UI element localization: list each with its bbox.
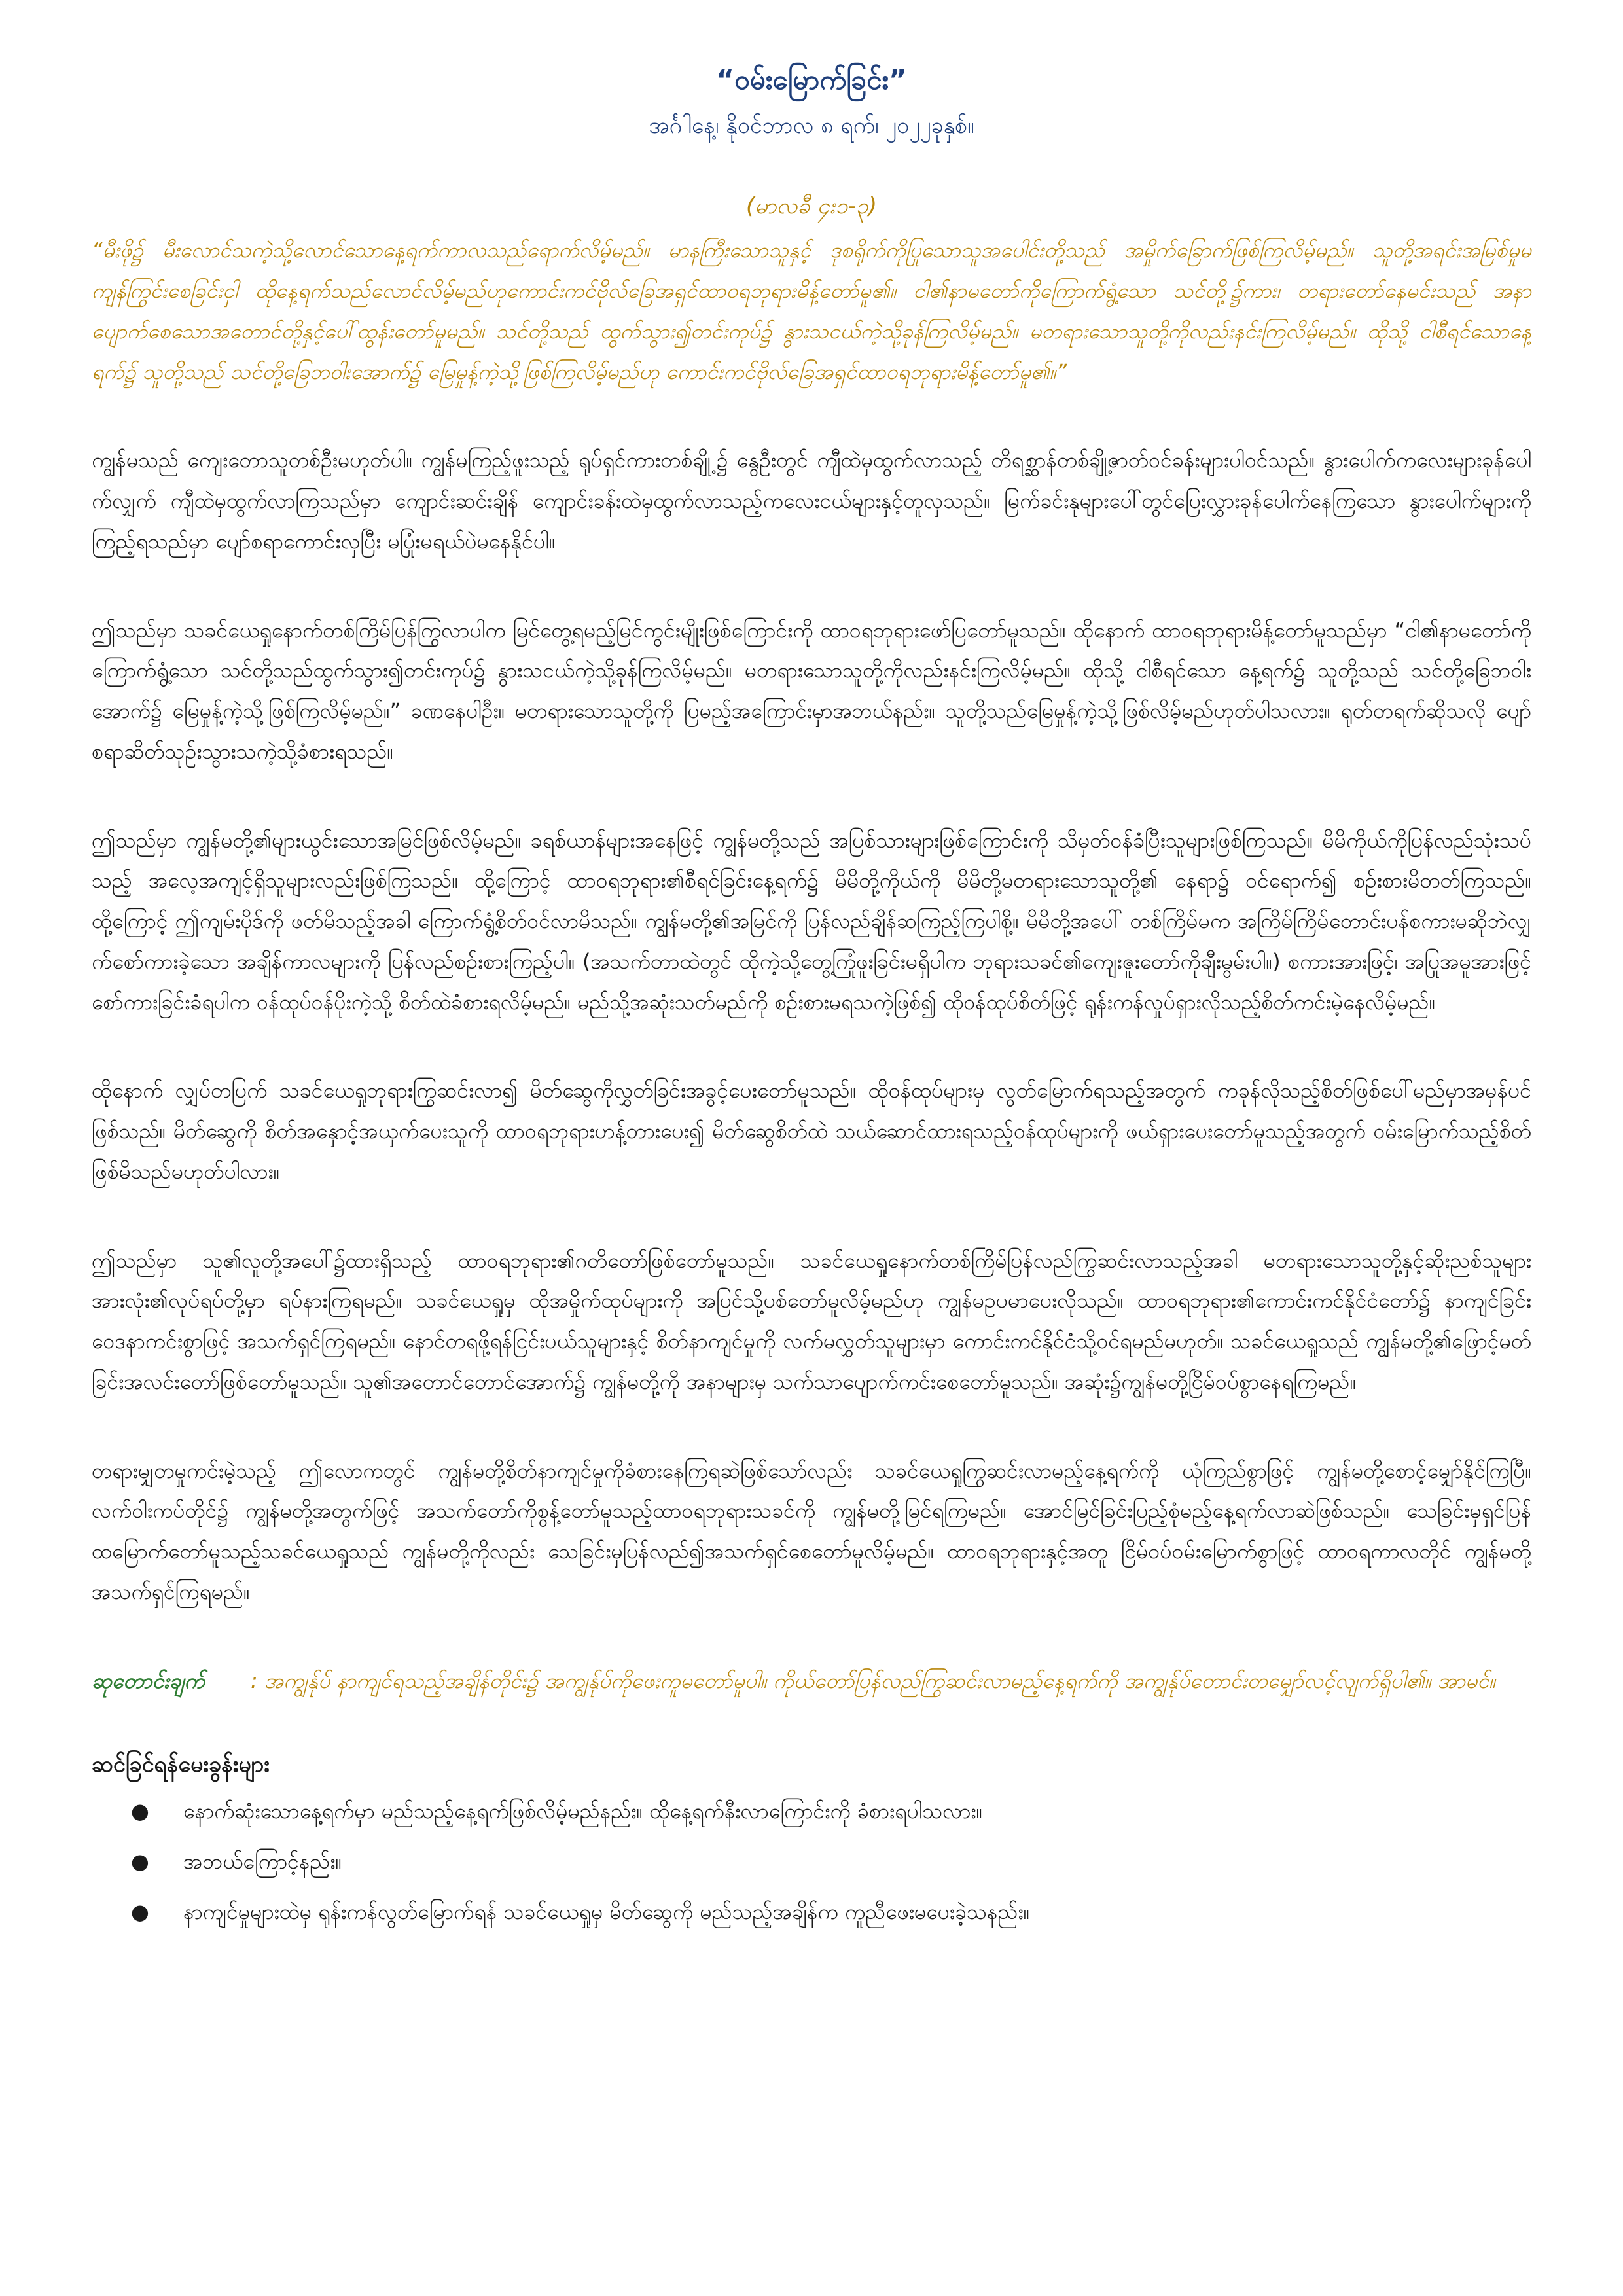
scripture-reference: (မာလခီ ၄း၁-၃) [745, 193, 877, 219]
page-title: “ဝမ်းမြောက်ခြင်း” [716, 63, 907, 96]
body-paragraph-4: ထိုနောက် လျှပ်တပြက် သခင်ယေရှုဘုရားကြွဆင်းလာ၍ မိတ်ဆွေကိုလွှတ်ခြင်းအခွင့်ပေးတော်မူသည်။ ထိုဝန်ထုပ်များမှ လွတ်မြောက်ရသည့်အတွက် ကခုန်လိုသည့်စိတ်ဖြစ်ပေါ်မည်မှာအမှန်ပင်ဖြစ်သည်။ မိတ်ဆွေကို စိတ်အနှောင့်အယှက်ပေးသူကို ထာဝရဘုရားဟန့်တားပေး၍ မိတ်ဆွေစိတ်ထဲ သယ်ဆောင်ထားရသည့်ဝန်ထုပ်များကို ဖယ်ရှားပေးတော်မူသည့်အတွက် ဝမ်းမြောက်သည့်စိတ်ဖြစ်မိသည်မဟုတ်ပါလား။ [92, 1078, 1531, 1184]
question-text: နာကျင်မှုများထဲမှ ရုန်းကန်လွတ်မြောက်ရန် သခင်ယေရှုမှ မိတ်ဆွေကို မည်သည့်အချိန်က ကူညီဖေးမပေးခဲ့သနည်း။ [183, 1899, 1030, 1925]
bullet-icon: ● [131, 1848, 149, 1874]
body-paragraph-2: ဤသည်မှာ သခင်ယေရှုနောက်တစ်ကြိမ်ပြန်ကြွလာပါက မြင်တွေ့ရမည့်မြင်ကွင်းမျိုးဖြစ်ကြောင်းကို ထာဝရဘုရားဖော်ပြတော်မူသည်။ ထိုနောက် ထာဝရဘုရားမိန့်တော်မူသည်မှာ “ငါ၏နာမတော်ကိုကြောက်ရွံ့သော သင်တို့သည်ထွက်သွား၍တင်းကုပ်၌ နွားသငယ်ကဲ့သို့ခုန်ကြလိမ့်မည်။ မတရားသောသူတို့ကိုလည်းနင်းကြလိမ့်မည်။ ထိုသို့ ငါစီရင်သော နေ့ရက်၌ သူတို့သည် သင်တို့ခြေဘဝါးအောက်၌ မြေမှုန့်ကဲ့သို့ဖြစ်ကြလိမ့်မည်။” ခဏနေပါဦး။ မတရားသောသူတို့ကို ပြမည့်အကြောင်းမှာအဘယ်နည်း။ သူတို့သည်မြေမှုန့်ကဲ့သို့ဖြစ်လိမ့်မည်ဟုတ်ပါသလား။ ရုတ်တရက်ဆိုသလို ပျော်စရာဆိတ်သုဉ်းသွားသကဲ့သို့ခံစားရသည်။ [92, 617, 1531, 764]
bullet-icon: ● [131, 1798, 149, 1823]
questions-list [92, 1795, 1531, 1929]
devotional-page [92, 59, 1531, 1946]
question-item [131, 1795, 1531, 1828]
prayer-label: ဆုတောင်းချက် [92, 1668, 205, 1693]
question-text: နောက်ဆုံးသောနေ့ရက်မှာ မည်သည့်နေ့ရက်ဖြစ်လိမ့်မည်နည်း။ ထိုနေ့ရက်နီးလာကြောင်းကို ခံစားရပါသလား။ [183, 1798, 983, 1823]
questions-heading: ဆင်ခြင်ရန်မေးခွန်းများ [92, 1751, 270, 1778]
prayer-text: : အကျွန်ုပ် နာကျင်ရသည့်အချိန်တိုင်း၌ အကျွန်ုပ်ကိုဖေးကူမတော်မူပါ။ ကိုယ်တော်ပြန်လည်ကြွဆင်းလာမည့်နေ့ရက်ကို အကျွန်ုပ်တောင်းတမျှော်လင့်လျက်ရှိပါ၏။ အာမင်။ [250, 1668, 1495, 1693]
body-paragraph-1: ကျွန်မသည် ကျေးတောသူတစ်ဦးမဟုတ်ပါ။ ကျွန်မကြည့်ဖူးသည့် ရုပ်ရှင်ကားတစ်ချို့၌ နွေဦးတွင် ကျီထဲမှထွက်လာသည့် တိရစ္ဆာန်တစ်ချို့ဇာတ်ဝင်ခန်းများပါဝင်သည်။ နွားပေါက်ကလေးများခုန်ပေါက်လျှက် ကျီထဲမှထွက်လာကြသည်မှာ ကျောင်းဆင်းချိန် ကျောင်းခန်းထဲမှထွက်လာသည့်ကလေးငယ်များနှင့်တူလှသည်။ မြက်ခင်းနုများပေါ်တွင်ပြေးလွှားခုန်ပေါက်နေကြသော နွားပေါက်များကို ကြည့်ရသည်မှာ ပျော်စရာကောင်းလှပြီး မပြုံးမရယ်ပဲမနေနိုင်ပါ။ [92, 448, 1531, 554]
bullet-icon: ● [131, 1899, 149, 1925]
date-line: အင်္ဂါနေ့၊ နိုဝင်ဘာလ ၈ ရက်၊ ၂၀၂၂ခုနှစ်။ [649, 113, 974, 139]
prayer-block [92, 1661, 1531, 1702]
scripture-quote: “မီးဖို၌ မီးလောင်သကဲ့သို့လောင်သောနေ့ရက်ကာလသည်ရောက်လိမ့်မည်။ မာနကြီးသောသူနှင့် ဒုစရိုက်ကိုပြုသောသူအပေါင်းတို့သည် အမှိုက်ခြောက်ဖြစ်ကြလိမ့်မည်။ သူတို့အရင်းအမြစ်မှုမကျန်ကြွင်းစေခြင်းငှါ ထိုနေ့ရက်သည်လောင်လိမ့်မည်ဟုကောင်းကင်ဗိုလ်ခြေအရှင်ထာဝရဘုရားမိန့်တော်မူ၏။ ငါ၏နာမတော်ကိုကြောက်ရွံ့သော သင်တို့၌ကား၊ တရားတော်နေမင်းသည် အနာပျောက်စေသောအတောင်တို့နှင့်ပေါ်ထွန်းတော်မူမည်။ သင်တို့သည် ထွက်သွား၍တင်းကုပ်၌ နွားသငယ်ကဲ့သို့ခုန်ကြလိမ့်မည်။ မတရားသောသူတို့ကိုလည်းနင်းကြလိမ့်မည်။ ထိုသို့ ငါစီရင်သောနေ့ရက်၌ သူတို့သည် သင်တို့ခြေဘဝါးအောက်၌ မြေမှုန့်ကဲ့သို့ဖြစ်ကြလိမ့်မည်ဟု ကောင်းကင်ဗိုလ်ခြေအရှင်ထာဝရဘုရားမိန့်တော်မူ၏။” [92, 238, 1531, 384]
body-paragraph-3: ဤသည်မှာ ကျွန်မတို့၏များယွင်းသောအမြင်ဖြစ်လိမ့်မည်။ ခရစ်ယာန်များအနေဖြင့် ကျွန်မတို့သည် အပြစ်သားများဖြစ်ကြောင်းကို သိမှတ်ဝန်ခံပြီးသူများဖြစ်ကြသည်။ မိမိကိုယ်ကိုပြန်လည်သုံးသပ်သည့် အလေ့အကျင့်ရှိသူများလည်းဖြစ်ကြသည်။ ထို့ကြောင့် ထာဝရဘုရား၏စီရင်ခြင်းနေ့ရက်၌ မိမိတို့ကိုယ်ကို မိမိတို့မတရားသောသူတို့၏ နေရာ၌ ဝင်ရောက်၍ စဉ်းစားမိတတ်ကြသည်။ ထို့ကြောင့် ဤကျမ်းပိုဒ်ကို ဖတ်မိသည့်အခါ ကြောက်ရွံ့စိတ်ဝင်လာမိသည်။ ကျွန်မတို့၏အမြင်ကို ပြန်လည်ချိန်ဆကြည့်ကြပါစို့။ မိမိတို့အပေါ် တစ်ကြိမ်မက အကြိမ်ကြိမ်တောင်းပန်စကားမဆိုဘဲလျှက်စော်ကားခဲ့သော အချိန်ကာလများကို ပြန်လည်စဉ်းစားကြည့်ပါ။ (အသက်တာထဲတွင် ထိုကဲ့သို့တွေ့ကြုံဖူးခြင်းမရှိပါက ဘုရားသခင်၏ကျေးဇူးတော်ကိုချီးမွမ်းပါ။) စကားအားဖြင့်၊ အပြုအမူအားဖြင့် စော်ကားခြင်းခံရပါက ဝန်ထုပ်ဝန်ပိုးကဲ့သို့ စိတ်ထဲခံစားရလိမ့်မည်။ မည်သို့အဆုံးသတ်မည်ကို စဉ်းစားမရသကဲ့ဖြစ်၍ ထိုဝန်ထုပ်စိတ်ဖြင့် ရုန်းကန်လှုပ်ရှားလိုသည့်စိတ်ကင်းမဲ့နေလိမ့်မည်။ [92, 827, 1531, 1014]
body-paragraph-6: တရားမျှတမှုကင်းမဲ့သည့် ဤလောကတွင် ကျွန်မတို့စိတ်နာကျင်မှုကိုခံစားနေကြရဆဲဖြစ်သော်လည်း သခင်ယေရှုကြွဆင်းလာမည့်နေ့ရက်ကို ယုံကြည်စွာဖြင့် ကျွန်မတို့စောင့်မျှော်နိုင်ကြပြီ။ လက်ဝါးကပ်တိုင်၌ ကျွန်မတို့အတွက်ဖြင့် အသက်တော်ကိုစွန့်တော်မူသည့်ထာဝရဘုရားသခင်ကို ကျွန်မတို့မြင်ရကြမည်။ အောင်မြင်ခြင်းပြည့်စုံမည့်နေ့ရက်လာဆဲဖြစ်သည်။ သေခြင်းမှရှင်ပြန်ထမြောက်တော်မူသည့်သခင်ယေရှုသည် ကျွန်မတို့ကိုလည်း သေခြင်းမှပြန်လည်၍အသက်ရှင်စေတော်မူလိမ့်မည်။ ထာဝရဘုရားနှင့်အတူ ငြိမ်ဝပ်ဝမ်းမြောက်စွာဖြင့် ထာဝရကာလတိုင် ကျွန်မတို့အသက်ရှင်ကြရမည်။ [92, 1458, 1531, 1604]
question-item [131, 1845, 1531, 1878]
question-text: အဘယ်ကြောင့်နည်း။ [183, 1848, 342, 1874]
question-item [131, 1895, 1531, 1929]
body-paragraph-5: ဤသည်မှာ သူ၏လူတို့အပေါ်၌ထားရှိသည့် ထာဝရဘုရား၏ဂတိတော်ဖြစ်တော်မူသည်။ သခင်ယေရှုနောက်တစ်ကြိမ်ပြန်လည်ကြွဆင်းလာသည့်အခါ မတရားသောသူတို့နှင့်ဆိုးညစ်သူများအားလုံး၏လုပ်ရပ်တို့မှာ ရပ်နားကြရမည်။ သခင်ယေရှုမှ ထိုအမှိုက်ထုပ်များကို အပြင်သို့ပစ်တော်မူလိမ့်မည်ဟု ကျွန်မဥပမာပေးလိုသည်။ ထာဝရဘုရား၏ကောင်းကင်နိုင်ငံတော်၌ နာကျင်ခြင်းဝေဒနာကင်းစွာဖြင့် အသက်ရှင်ကြရမည်။ နောင်တရဖို့ရန်ငြင်းပယ်သူများနှင့် စိတ်နာကျင်မှုကို လက်မလွှတ်သူများမှာ ကောင်းကင်နိုင်ငံသို့ဝင်ရမည်မဟုတ်။ သခင်ယေရှုသည် ကျွန်မတို့၏ဖြောင့်မတ်ခြင်းအလင်းတော်ဖြစ်တော်မူသည်။ သူ၏အတောင်တောင်အောက်၌ ကျွန်မတို့ကို အနာများမှ သက်သာပျောက်ကင်းစေတော်မူသည်။ အဆုံး၌ကျွန်မတို့ငြိမ်ဝပ်စွာနေရကြမည်။ [92, 1247, 1531, 1394]
